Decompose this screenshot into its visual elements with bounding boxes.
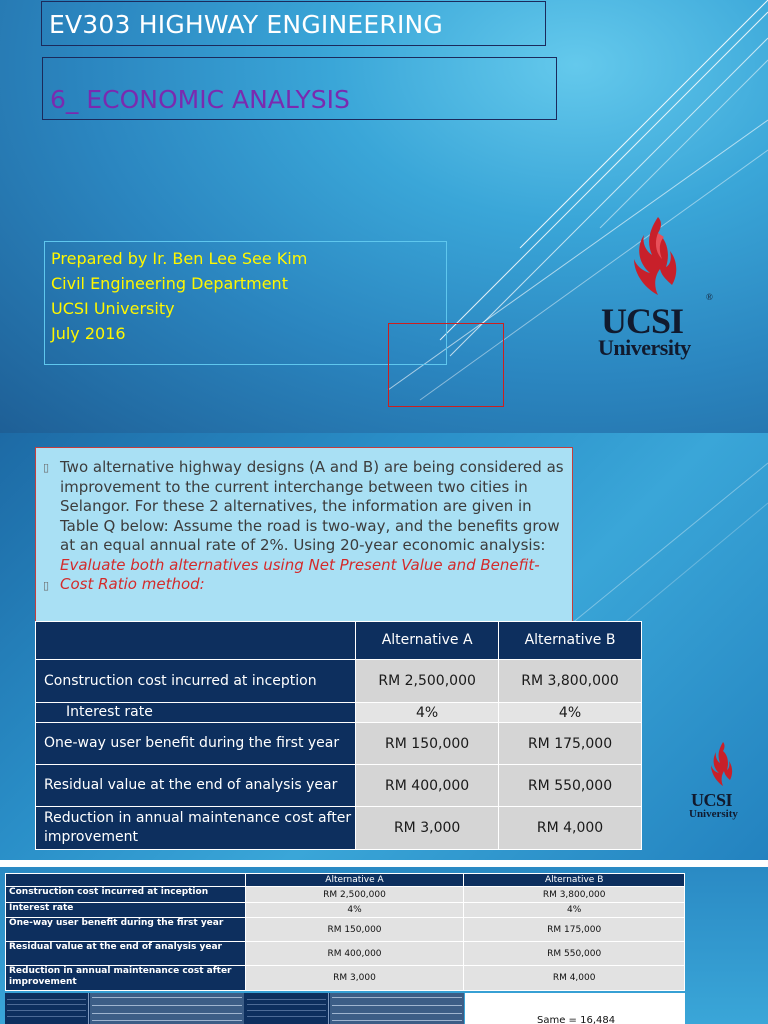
mini-label-column (5, 993, 89, 1024)
row-label: Interest rate (36, 703, 356, 723)
cell-alt-b: RM 550,000 (464, 942, 685, 966)
cell-alt-b: RM 3,800,000 (499, 660, 642, 703)
mini-value-column (90, 993, 244, 1024)
red-outline-box (388, 323, 504, 407)
ucsi-logo-name: UCSI (601, 301, 684, 341)
mini-label-column (245, 993, 329, 1024)
table-header-alt-a: Alternative A (356, 622, 499, 660)
mini-table-thumbnails (5, 993, 464, 1024)
bullet-icon: ▯ (43, 579, 50, 592)
table-thumbnail-slide (0, 867, 768, 1024)
table-header-alt-b: Alternative B (464, 874, 685, 887)
table-row (6, 918, 685, 942)
ucsi-flame-icon (708, 741, 738, 789)
cell-alt-a: RM 150,000 (356, 723, 499, 765)
cell-alt-a: RM 3,000 (245, 966, 464, 991)
row-label: Construction cost incurred at inception (6, 887, 246, 903)
table-row (36, 723, 642, 765)
table-row (36, 765, 642, 807)
cell-alt-a: RM 2,500,000 (356, 660, 499, 703)
cell-alt-a: RM 3,000 (356, 807, 499, 850)
task-paragraph: Evaluate both alternatives using Net Present Value and Benefit-Cost Ratio method: (60, 555, 540, 593)
university-line: UCSI University (51, 299, 175, 318)
cell-alt-a: 4% (245, 903, 464, 918)
cell-alt-b: RM 175,000 (464, 918, 685, 942)
row-label: Construction cost incurred at inception (36, 660, 356, 703)
slide-title: EV303 HIGHWAY ENGINEERING (41, 1, 546, 46)
row-label: Residual value at the end of analysis year (36, 765, 356, 807)
table-q (35, 621, 642, 850)
date-line: July 2016 (51, 324, 126, 343)
summary-table (5, 873, 685, 991)
ucsi-flame-icon (628, 215, 688, 300)
cell-alt-b: RM 550,000 (499, 765, 642, 807)
prepared-by-block (44, 241, 447, 365)
ucsi-logo-name: UCSI (691, 790, 733, 810)
result-text: Same = 16,484 (537, 1015, 616, 1024)
cell-alt-b: 4% (499, 703, 642, 723)
prepared-by-line: Prepared by Ir. Ben Lee See Kim (51, 249, 308, 268)
table-header-alt-a: Alternative A (245, 874, 464, 887)
table-header-row (6, 874, 685, 887)
table-row (6, 903, 685, 918)
cell-alt-b: RM 4,000 (499, 807, 642, 850)
cell-alt-a: RM 150,000 (245, 918, 464, 942)
slide-subtitle: 6_ ECONOMIC ANALYSIS (42, 57, 557, 120)
cell-alt-b: RM 4,000 (464, 966, 685, 991)
mini-value-column (330, 993, 464, 1024)
bullet-icon: ▯ (43, 461, 50, 474)
ucsi-logo (596, 215, 726, 365)
ucsi-logo-university: University (689, 808, 738, 820)
cell-alt-b: RM 3,800,000 (464, 887, 685, 903)
cell-alt-a: RM 2,500,000 (245, 887, 464, 903)
table-header-empty (6, 874, 246, 887)
ucsi-logo-small (688, 741, 758, 836)
table-header-alt-b: Alternative B (499, 622, 642, 660)
problem-statement-box (35, 447, 573, 625)
row-label: Reduction in annual maintenance cost after improvement (36, 807, 356, 850)
table-row (6, 942, 685, 966)
table-header-row (36, 622, 642, 660)
row-label: Reduction in annual maintenance cost after improvement (6, 966, 246, 991)
table-row (36, 807, 642, 850)
problem-slide (0, 433, 768, 860)
row-label: One-way user benefit during the first year (36, 723, 356, 765)
cell-alt-b: RM 175,000 (499, 723, 642, 765)
table-row (36, 703, 642, 723)
cell-alt-a: RM 400,000 (356, 765, 499, 807)
row-label: Residual value at the end of analysis year (6, 942, 246, 966)
cell-alt-b: 4% (464, 903, 685, 918)
title-slide (0, 0, 768, 433)
table-row (6, 887, 685, 903)
ucsi-logo-university: University (598, 335, 691, 360)
table-row (6, 966, 685, 991)
cell-alt-a: 4% (356, 703, 499, 723)
department-line: Civil Engineering Department (51, 274, 288, 293)
problem-paragraph: Two alternative highway designs (A and B) are being considered as improvement to the current interchange between two cities in Selangor. For these 2 alternatives, the information are given in Table Q below: Assume the road is two-way, and the benefits grow at an equal annual rate of 2%. Using 20-year economic analysis: (60, 458, 564, 554)
cell-alt-a: RM 400,000 (245, 942, 464, 966)
row-label: Interest rate (6, 903, 246, 918)
row-label: One-way user benefit during the first year (6, 918, 246, 942)
table-row (36, 660, 642, 703)
table-header-empty (36, 622, 356, 660)
registered-mark: ® (706, 292, 713, 302)
